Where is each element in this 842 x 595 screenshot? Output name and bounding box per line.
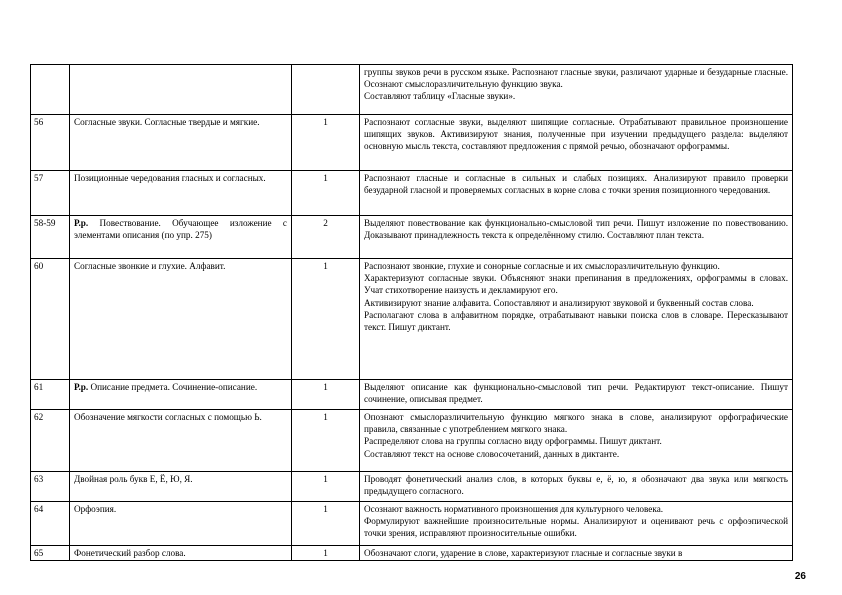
activity-text: Характеризуют согласные звуки. Объясняют знаки препинания в предложениях, орфограммы в словах. Учат стихотворение наизусть и декламируют его.: [364, 273, 788, 296]
table-row: [31, 65, 793, 115]
table-row: [31, 115, 793, 171]
student-activities-cell: [360, 502, 793, 546]
lesson-topic-cell: [70, 259, 292, 380]
lesson-number-cell: 56: [31, 115, 70, 171]
activity-text: Обозначают слоги, ударение в слове, характеризуют гласные и согласные звуки в: [364, 548, 683, 558]
lesson-topic-cell: [70, 410, 292, 472]
lesson-topic-text: Согласные звонкие и глухие. Алфавит.: [74, 261, 226, 271]
table-row: [31, 259, 793, 380]
lesson-number-cell: 63: [31, 472, 70, 502]
table-row: [31, 502, 793, 546]
activity-text: Активизируют знание алфавита. Сопоставляют и анализируют звуковой и буквенный состав слова.: [364, 297, 754, 308]
lesson-topic-text: Описание предмета. Сочинение-описание.: [90, 382, 258, 392]
hours-cell: 1: [292, 502, 360, 546]
student-activities-cell: [360, 65, 793, 115]
table-row: [31, 546, 793, 561]
student-activities-cell: [360, 546, 793, 561]
lesson-topic-cell: [70, 472, 292, 502]
activity-text: Распознают звонкие, глухие и сонорные согласные и их смыслоразличительную функцию.: [364, 261, 720, 271]
student-activities-cell: [360, 171, 793, 216]
lesson-topic-cell: [70, 115, 292, 171]
hours-cell: 1: [292, 546, 360, 561]
table-row: [31, 410, 793, 472]
table-body: [31, 65, 793, 561]
lesson-topic-text: Обозначение мягкости согласных с помощью Ь.: [74, 412, 262, 422]
lesson-number-cell: [31, 65, 70, 115]
student-activities-cell: [360, 115, 793, 171]
student-activities-cell: [360, 216, 793, 259]
student-activities-cell: [360, 472, 793, 502]
hours-cell: 1: [292, 472, 360, 502]
lesson-topic-text: Согласные звуки. Согласные твердые и мягкие.: [74, 117, 260, 127]
table-row: [31, 216, 793, 259]
activity-text: Осознают важность нормативного произношения для культурного человека.: [364, 504, 664, 514]
hours-cell: 2: [292, 216, 360, 259]
hours-cell: [292, 65, 360, 115]
lesson-topic-cell: [70, 65, 292, 115]
speech-development-tag: Р.р.: [74, 218, 89, 228]
student-activities-cell: [360, 380, 793, 410]
lesson-number-cell: 58-59: [31, 216, 70, 259]
page-number: 26: [794, 571, 806, 582]
lesson-topic-cell: [70, 380, 292, 410]
activity-text: Составляют таблицу «Гласные звуки».: [364, 91, 516, 102]
student-activities-cell: [360, 259, 793, 380]
lesson-number-cell: 57: [31, 171, 70, 216]
lesson-topic-cell: [70, 216, 292, 259]
lesson-topic-text: Двойная роль букв Е, Ё, Ю, Я.: [74, 474, 193, 484]
lesson-topic-text: Орфоэпия.: [74, 504, 117, 514]
lesson-plan-table: [30, 64, 793, 561]
hours-cell: 1: [292, 171, 360, 216]
activity-text: Выделяют описание как функционально-смысловой тип речи. Редактируют текст-описание. Пишут сочинение, описывая предмет.: [364, 382, 788, 405]
activity-text: Располагают слова в алфавитном порядке, отрабатывают навыки поиска слов в словаре. Пересказывают текст. Пишут диктант.: [364, 309, 788, 333]
table-row: [31, 171, 793, 216]
table-row: [31, 472, 793, 502]
lesson-number-cell: 62: [31, 410, 70, 472]
activity-text: Формулируют важнейшие произносительные нормы. Анализируют и оценивают речь с орфоэпической точки зрения, исправляют произносительные ошибки.: [364, 516, 788, 539]
activity-text: Составляют текст на основе словосочетаний, данных в диктанте.: [364, 448, 620, 459]
activity-text: Распознают согласные звуки, выделяют шипящие согласные. Отрабатывают правильное произношение шипящих звуков. Активизируют знания, полученные при изучении предыдущего раздела: выделяют основную мысль текста, составляют предложения с прямой речью, обозначают орфограммы.: [364, 117, 788, 152]
lesson-number-cell: 64: [31, 502, 70, 546]
activity-text: группы звуков речи в русском языке. Распознают гласные звуки, различают ударные и безударные гласные. Осознают смыслоразличительную функцию звука.: [364, 67, 788, 90]
hours-cell: 1: [292, 380, 360, 410]
lesson-topic-cell: [70, 502, 292, 546]
lesson-number-cell: 60: [31, 259, 70, 380]
hours-cell: 1: [292, 410, 360, 472]
hours-cell: 1: [292, 115, 360, 171]
lesson-topic-cell: [70, 171, 292, 216]
lesson-topic-text: Фонетический разбор слова.: [74, 548, 186, 558]
lesson-topic-cell: [70, 546, 292, 561]
lesson-number-cell: 61: [31, 380, 70, 410]
activity-text: Распознают гласные и согласные в сильных и слабых позициях. Анализируют правило проверки безударной гласной и проверяемых согласных в корне слова с точки зрения позиционного чередования.: [364, 173, 788, 196]
lesson-topic-text: Позиционные чередования гласных и согласных.: [74, 173, 266, 183]
activity-text: Опознают смыслоразличительную функцию мягкого знака в слове, анализируют орфографические правила, связанные с употреблением мягкого знака.: [364, 412, 788, 435]
activity-text: Проводят фонетический анализ слов, в которых буквы е, ё, ю, я обозначают два звука или мягкость предыдущего согласного.: [364, 474, 788, 497]
hours-cell: 1: [292, 259, 360, 380]
activity-text: Распределяют слова на группы согласно виду орфограммы. Пишут диктант.: [364, 436, 662, 447]
student-activities-cell: [360, 410, 793, 472]
lesson-number-cell: 65: [31, 546, 70, 561]
lesson-topic-text: Повествование. Обучающее изложение с элементами описания (по упр. 275): [74, 218, 288, 241]
table-row: [31, 380, 793, 410]
activity-text: Выделяют повествование как функционально-смысловой тип речи. Пишут изложение по повествованию. Доказывают принадлежность текста к определённому стилю. Составляют план текста.: [364, 218, 788, 241]
speech-development-tag: Р.р.: [74, 382, 89, 392]
